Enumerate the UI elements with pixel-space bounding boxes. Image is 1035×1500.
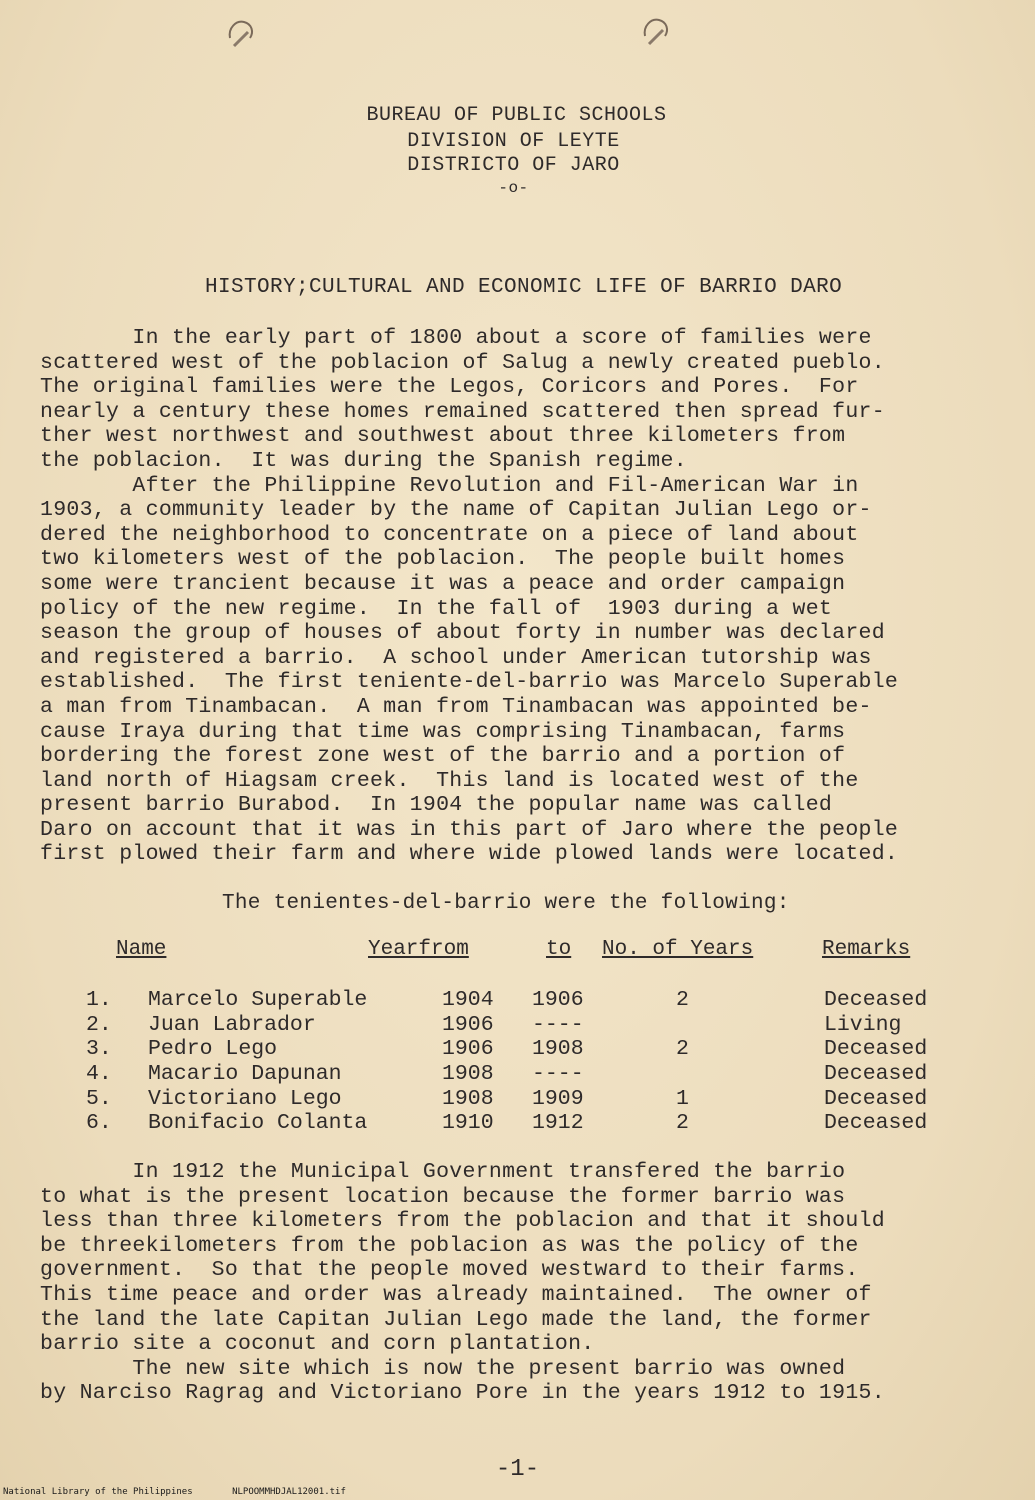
row-remarks: Deceased	[824, 1062, 928, 1087]
paragraph-history: In the early part of 1800 about a score of families were scattered west of the poblacion of Salug a newly created pueblo. The original families were the Legos, Coricors and Pores. For nearly a century these homes remained scattered then spread fur- ther west northwest and southwest about three kilometers from the poblacion. It was during the Spanish regime. After the Philippine Revolution and Fil-American War in 1903, a community leader by the name of Capitan Julian Lego or- dered the neighborhood to concentrate on a piece of land about two kilometers west of the poblacion. The people built homes some were trancient because it was a peace and order campaign policy of the new regime. In the fall of 1903 during a wet season the group of houses of about forty in number was declared and registered a barrio. A school under American tutorship was established. The first teniente-del-barrio was Marcelo Superable a man from Tinambacan. A man from Tinambacan was appointed be- cause Iraya during that time was comprising Tinambacan, farms bordering the forest zone west of the barrio and a portion of land north of Hiagsam creek. This land is located west of the present barrio Burabod. In 1904 the popular name was called Daro on account that it was in this part of Jaro where the people first plowed their farm and where wide plowed lands were located.	[40, 326, 899, 867]
row-years: 1	[676, 1086, 689, 1111]
row-year-from: 1904	[442, 988, 494, 1012]
table-row	[86, 1087, 986, 1112]
row-remarks: Deceased	[824, 988, 928, 1012]
row-year-to: 1912	[532, 1111, 584, 1136]
row-years: 2	[676, 988, 689, 1012]
column-header-year-from: Yearfrom	[368, 938, 469, 961]
table-intro: The tenientes-del-barrio were the following:	[222, 892, 790, 915]
header-division: DIVISION OF LEYTE	[407, 130, 620, 153]
scan-footer	[3, 1487, 380, 1497]
column-header-to: to	[546, 938, 572, 961]
row-year-from: 1906	[442, 1012, 494, 1037]
row-years: 2	[676, 1037, 689, 1062]
table-row	[86, 1062, 986, 1087]
footer-filename: NLPOOMMHDJAL12001.tif	[232, 1487, 346, 1497]
row-year-to: ----	[532, 1012, 584, 1037]
row-year-from: 1908	[442, 1086, 494, 1111]
table-row	[86, 988, 986, 1013]
row-year-to: 1906	[532, 988, 584, 1012]
row-year-to: ----	[532, 1062, 584, 1087]
row-index: 6.	[86, 1111, 112, 1136]
row-remarks: Living	[824, 1012, 902, 1037]
header-separator: -o-	[498, 179, 529, 197]
row-years: 2	[676, 1111, 689, 1136]
punch-hole-icon	[641, 16, 671, 50]
row-year-from: 1908	[442, 1062, 494, 1087]
row-name: Pedro Lego	[148, 1037, 278, 1062]
table-row	[86, 1037, 986, 1062]
document-title: HISTORY;CULTURAL AND ECONOMIC LIFE OF BARRIO DARO	[205, 276, 843, 299]
row-year-to: 1909	[532, 1086, 584, 1111]
row-year-from: 1910	[442, 1111, 494, 1136]
footer-library: National Library of the Philippines	[3, 1487, 193, 1497]
punch-hole-icon	[226, 18, 256, 52]
row-remarks: Deceased	[824, 1086, 928, 1111]
row-name: Juan Labrador	[148, 1012, 316, 1037]
row-year-from: 1906	[442, 1037, 494, 1062]
row-index: 2.	[86, 1012, 112, 1037]
row-year-to: 1908	[532, 1037, 584, 1062]
tenientes-table	[86, 988, 986, 1136]
row-remarks: Deceased	[824, 1111, 928, 1136]
row-remarks: Deceased	[824, 1037, 928, 1062]
row-index: 1.	[86, 988, 112, 1012]
row-index: 4.	[86, 1062, 112, 1087]
row-name: Marcelo Superable	[148, 988, 368, 1012]
row-name: Macario Dapunan	[148, 1062, 342, 1087]
row-index: 5.	[86, 1086, 112, 1111]
column-header-years: No. of Years	[602, 938, 754, 961]
column-header-name: Name	[116, 938, 167, 961]
row-name: Bonifacio Colanta	[148, 1111, 368, 1136]
row-name: Victoriano Lego	[148, 1086, 342, 1111]
page-number: -1-	[495, 1456, 540, 1483]
header-district: DISTRICTO OF JARO	[407, 154, 620, 177]
header-bureau: BUREAU OF PUBLIC SCHOOLS	[366, 104, 667, 127]
table-row	[86, 1111, 986, 1136]
row-index: 3.	[86, 1037, 112, 1062]
paragraph-relocation: In 1912 the Municipal Government transfered the barrio to what is the present location because the former barrio was less than three kilometers from the poblacion and that it should be threekilometers from the poblacion as was the policy of the government. So that the people moved westward to their farms. This time peace and order was already maintained. The owner of the land the late Capitan Julian Lego made the land, the former barrio site a coconut and corn plantation. The new site which is now the present barrio was owned by Narciso Ragrag and Victoriano Pore in the years 1912 to 1915.	[40, 1160, 885, 1406]
table-row	[86, 1013, 986, 1038]
column-header-remarks: Remarks	[822, 938, 911, 961]
